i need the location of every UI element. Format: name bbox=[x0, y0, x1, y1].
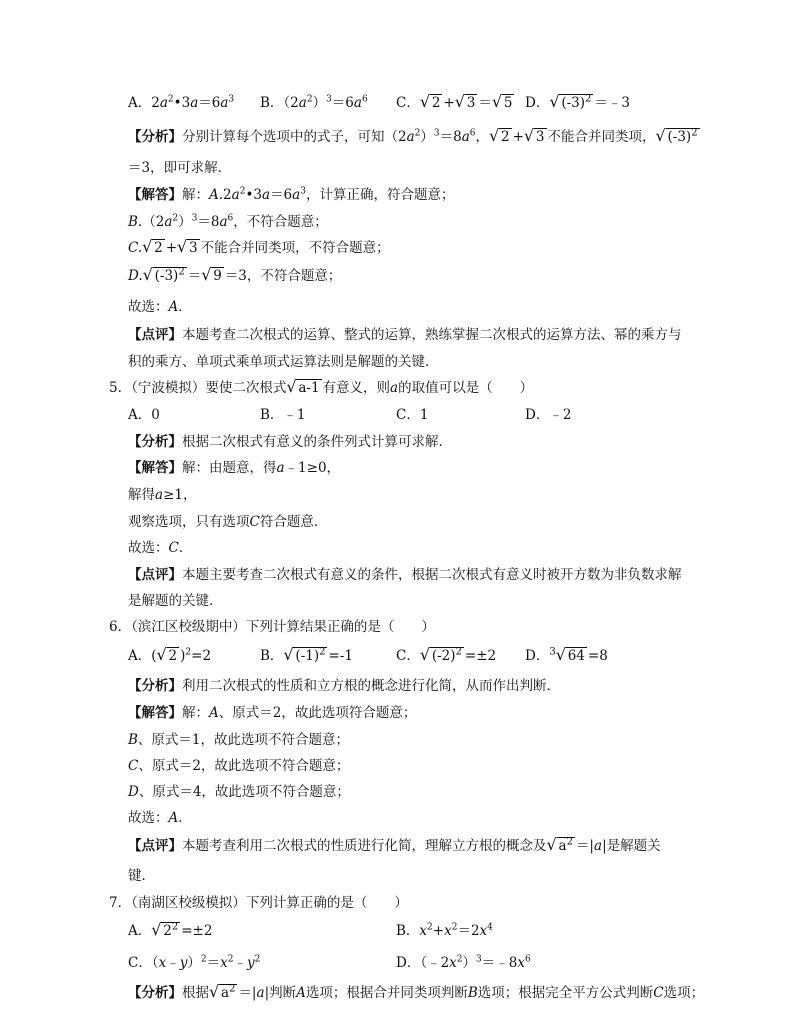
q6-option-a: A．(√ 2 )$^2$=2 bbox=[128, 646, 211, 666]
q4-option-c: C．√ 2 +√ 3 ＝√ 5 bbox=[396, 93, 515, 113]
q5-analysis: 【分析】根据二次根式有意义的条件列式计算可求解． bbox=[128, 434, 452, 450]
q4-answer-line-3: C.√ 2 +√ 3 不能合并同类项，不符合题意； bbox=[128, 238, 390, 258]
q4-answer-line-4: D.√ $(-3)^2$ ＝√ 9 ＝3，不符合题意； bbox=[128, 266, 341, 286]
q5-option-d: D．﹣2 bbox=[525, 407, 572, 423]
q5-answer-line-2: 解得a≥1， bbox=[128, 487, 197, 503]
q5-comment-line-1: 【点评】本题主要考查二次根式有意义的条件，根据二次根式有意义时被开方数为非负数求解 bbox=[128, 567, 682, 583]
q6-comment-line-1: 【点评】本题考查利用二次根式的性质进行化简，理解立方根的概念及√ $a^2 =|a|$是解题关 bbox=[128, 836, 661, 856]
q7-option-c: C．$(x﹣y)^2=x^2﹣y^2$ bbox=[128, 954, 261, 971]
q6-option-b: B．√ $(-1)^2 =-1$ bbox=[260, 646, 353, 666]
q5-option-c: C．1 bbox=[396, 407, 429, 423]
q4-option-a: A．$2a^2•3a=6a^3$ bbox=[128, 94, 235, 111]
q7-stem: 7．（南湖区校级模拟）下列计算正确的是（ ） bbox=[109, 895, 408, 911]
q5-option-a: A．0 bbox=[128, 407, 160, 423]
q4-answer-line-1: 【解答】解：$A.2a^2•3a=6a^3$，计算正确，符合题意； bbox=[128, 186, 455, 203]
q4-comment-line-1: 【点评】本题考查二次根式的运算、整式的运算，熟练掌握二次根式的运算方法、幂的乘方与 bbox=[128, 327, 682, 343]
q7-analysis: 【分析】根据√ $a^2 =|a|$判断A选项；根据合并同类项判断B选项；根据完全平方公式判断C选项； bbox=[128, 983, 704, 1003]
q6-option-d: D．$^3$√ 64 =8 bbox=[525, 646, 608, 666]
q6-answer-line-2: B、原式＝1，故此选项不符合题意； bbox=[128, 732, 350, 748]
q6-comment-line-2: 键． bbox=[128, 868, 155, 884]
q5-option-b: B．﹣1 bbox=[260, 407, 306, 423]
q4-choose: 故选：A． bbox=[128, 299, 192, 315]
q5-comment-line-2: 是解题的关键． bbox=[128, 593, 223, 609]
q5-answer-line-3: 观察选项，只有选项C符合题意． bbox=[128, 514, 328, 530]
q7-option-b: B．$x^2+x^2=2x^4$ bbox=[396, 922, 493, 939]
q4-comment-line-2: 积的乘方、单项式乘单项式运算法则是解题的关键． bbox=[128, 354, 439, 370]
q4-analysis-line-2: ＝3，即可求解． bbox=[128, 160, 232, 176]
q6-answer-line-1: 【解答】解：A、原式＝2，故此选项符合题意； bbox=[128, 705, 417, 721]
q6-answer-line-3: C、原式＝2，故此选项不符合题意； bbox=[128, 758, 350, 774]
q4-analysis-line-1: 【分析】分别计算每个选项中的式子，可知$(2a^2)^3=8a^6$，√ 2 +√ 3 不能合并同类项，√ $(-3)^2$ bbox=[128, 127, 701, 147]
q6-choose: 故选：A． bbox=[128, 810, 192, 826]
q4-option-b: B．$(2a^2)^3=6a^6$ bbox=[260, 94, 368, 111]
q4-option-d: D．√ $(-3)^2$ ＝﹣3 bbox=[525, 93, 630, 113]
q5-stem: 5．（宁波模拟）要使二次根式√ a-1 有意义，则a的取值可以是（ ） bbox=[109, 378, 533, 398]
q6-option-c: C．√ $(-2)^2 =\pm 2$ bbox=[396, 646, 496, 666]
q6-analysis: 【分析】利用二次根式的性质和立方根的概念进行化简，从而作出判断． bbox=[128, 678, 560, 694]
q5-answer-line-1: 【解答】解：由题意，得a﹣1≥0， bbox=[128, 460, 341, 476]
q7-option-d: D．$(﹣2x^2)^3=﹣8x^6$ bbox=[396, 954, 531, 971]
q7-option-a: A．√ $2^2 =\pm 2$ bbox=[128, 921, 212, 941]
q4-answer-line-2: $B.(2a^2)^3=8a^6$，不符合题意； bbox=[128, 213, 328, 230]
q6-answer-line-4: D、原式＝4，故此选项不符合题意； bbox=[128, 784, 350, 800]
q6-stem: 6．（滨江区校级期中）下列计算结果正确的是（ ） bbox=[109, 619, 435, 635]
q5-choose: 故选：C． bbox=[128, 540, 193, 556]
